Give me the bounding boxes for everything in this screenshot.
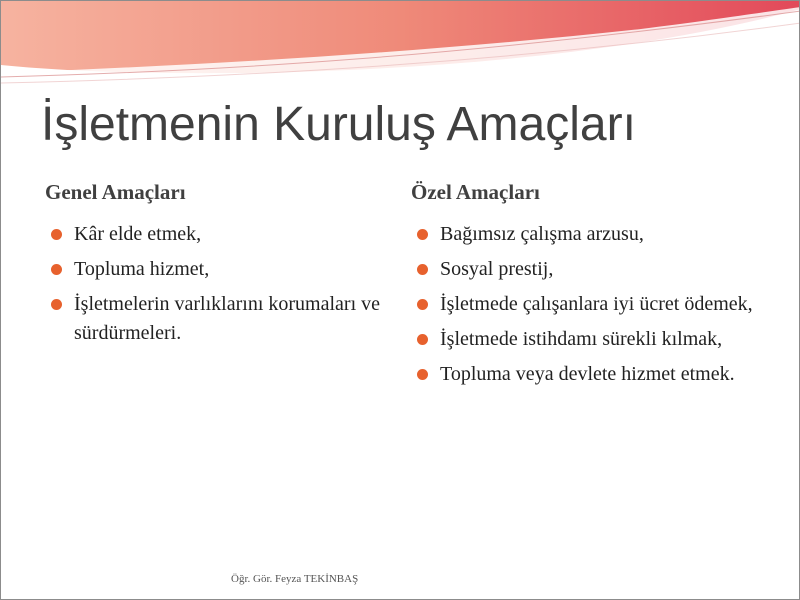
specific-goals-heading: Özel Amaçları [411, 180, 540, 204]
list-item [45, 255, 395, 284]
list-item-text: İşletmede istihdamı sürekli kılmak, [440, 328, 723, 351]
list-item-text: Sosyal prestij, [440, 258, 554, 281]
specific-goals-column [411, 179, 761, 395]
general-goals-heading: Genel Amaçları [45, 180, 186, 204]
list-item-text: İşletmelerin varlıklarını korumaları ve sürdürmeleri. [74, 293, 380, 345]
list-item [411, 360, 761, 389]
list-item-text: Bağımsız çalışma arzusu, [440, 223, 644, 246]
list-item [411, 220, 761, 249]
list-item [45, 290, 395, 348]
list-item-text: Topluma hizmet, [74, 258, 210, 281]
general-goals-list [45, 220, 395, 348]
general-goals-column [45, 179, 395, 354]
slide-title: İşletmenin Kuruluş Amaçları [41, 98, 636, 151]
list-item [411, 255, 761, 284]
list-item-text: İşletmede çalışanlara iyi ücret ödemek, [440, 293, 753, 316]
header-banner [1, 1, 800, 96]
list-item-text: Kâr elde etmek, [74, 223, 202, 246]
bullet-icon [51, 229, 62, 240]
list-item [411, 290, 761, 319]
bullet-icon [417, 369, 428, 380]
bullet-icon [51, 264, 62, 275]
bullet-icon [417, 334, 428, 345]
footer-author: Öğr. Gör. Feyza TEKİNBAŞ [231, 573, 359, 585]
bullet-icon [417, 229, 428, 240]
list-item [45, 220, 395, 249]
specific-goals-list [411, 220, 761, 389]
list-item-text: Topluma veya devlete hizmet etmek. [440, 363, 735, 386]
bullet-icon [51, 299, 62, 310]
bullet-icon [417, 299, 428, 310]
list-item [411, 325, 761, 354]
bullet-icon [417, 264, 428, 275]
